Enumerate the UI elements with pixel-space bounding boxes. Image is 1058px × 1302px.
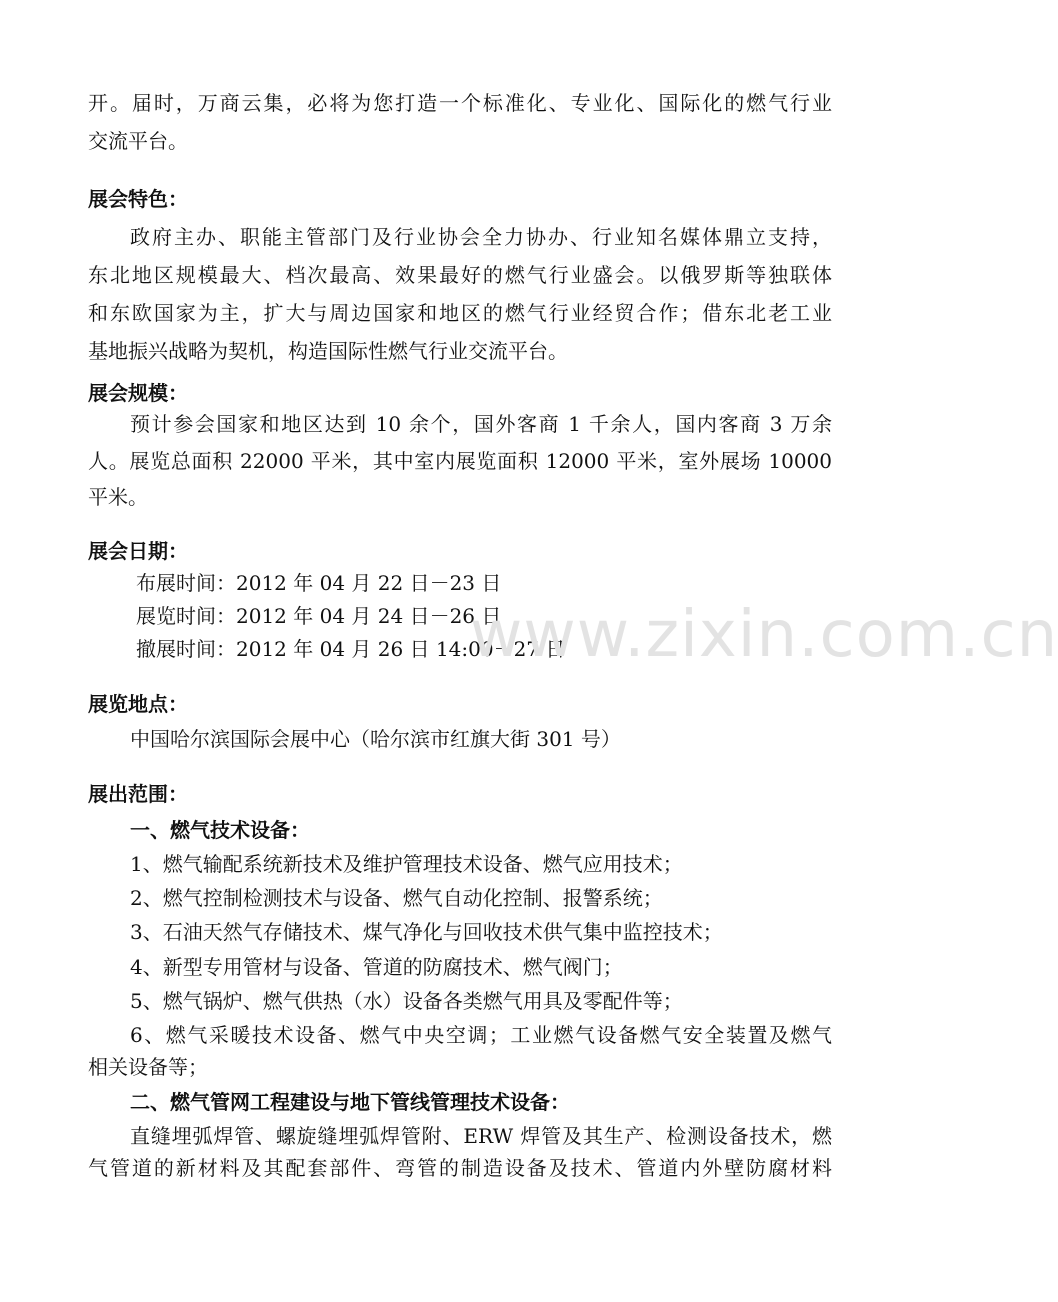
scope-item-4: 4、新型专用管材与设备、管道的防腐技术、燃气阀门；: [130, 955, 623, 979]
venue-text: 中国哈尔滨国际会展中心（哈尔滨市红旗大街 301 号）: [130, 727, 621, 751]
scale-line-1: 预计参会国家和地区达到 10 余个，国外客商 1 千余人，国内客商 3 万余: [130, 412, 832, 436]
watermark: www.zixin.com.cn: [470, 598, 1058, 672]
scale-line-3: 平米。: [88, 485, 148, 509]
scope-section-2-title: 二、燃气管网工程建设与地下管线管理技术设备：: [130, 1090, 570, 1114]
scope-section-2-line-1: 直缝埋弧焊管、螺旋缝埋弧焊管附、ERW 焊管及其生产、检测设备技术，燃: [130, 1124, 832, 1148]
scale-line-2: 人。展览总面积 22000 平米，其中室内展览面积 12000 平米，室外展场 10000: [88, 449, 832, 473]
intro-line-2: 交流平台。: [88, 129, 188, 153]
scope-item-1: 1、燃气输配系统新技术及维护管理技术设备、燃气应用技术；: [130, 852, 683, 876]
scope-section-1-title: 一、燃气技术设备：: [130, 818, 310, 842]
features-line-2: 东北地区规模最大、档次最高、效果最好的燃气行业盛会。以俄罗斯等独联体: [88, 263, 832, 287]
features-line-3: 和东欧国家为主，扩大与周边国家和地区的燃气行业经贸合作；借东北老工业: [88, 301, 832, 325]
date-exhibit: 展览时间：2012 年 04 月 24 日－26 日: [136, 604, 502, 628]
venue-heading: 展览地点：: [88, 692, 188, 716]
date-setup: 布展时间：2012 年 04 月 22 日－23 日: [136, 571, 502, 595]
intro-line-1: 开。届时，万商云集，必将为您打造一个标准化、专业化、国际化的燃气行业: [88, 91, 832, 115]
features-line-4: 基地振兴战略为契机，构造国际性燃气行业交流平台。: [88, 339, 568, 363]
scope-item-5: 5、燃气锅炉、燃气供热（水）设备各类燃气用具及零配件等；: [130, 989, 683, 1013]
features-heading: 展会特色：: [88, 187, 188, 211]
date-dismantle: 撤展时间：2012 年 04 月 26 日 14:00－27 日: [136, 637, 566, 661]
scope-heading: 展出范围：: [88, 782, 188, 806]
scope-item-2: 2、燃气控制检测技术与设备、燃气自动化控制、报警系统；: [130, 886, 663, 910]
features-line-1: 政府主办、职能主管部门及行业协会全力协办、行业知名媒体鼎立支持，: [130, 225, 832, 249]
scope-item-6-line-2: 相关设备等；: [88, 1055, 208, 1079]
scope-item-3: 3、石油天然气存储技术、煤气净化与回收技术供气集中监控技术；: [130, 920, 723, 944]
dates-heading: 展会日期：: [88, 539, 188, 563]
scale-heading: 展会规模：: [88, 381, 188, 405]
scope-item-6-line-1: 6、燃气采暖技术设备、燃气中央空调；工业燃气设备燃气安全装置及燃气: [130, 1023, 832, 1047]
scope-section-2-line-2: 气管道的新材料及其配套部件、弯管的制造设备及技术、管道内外壁防腐材料: [88, 1156, 832, 1180]
